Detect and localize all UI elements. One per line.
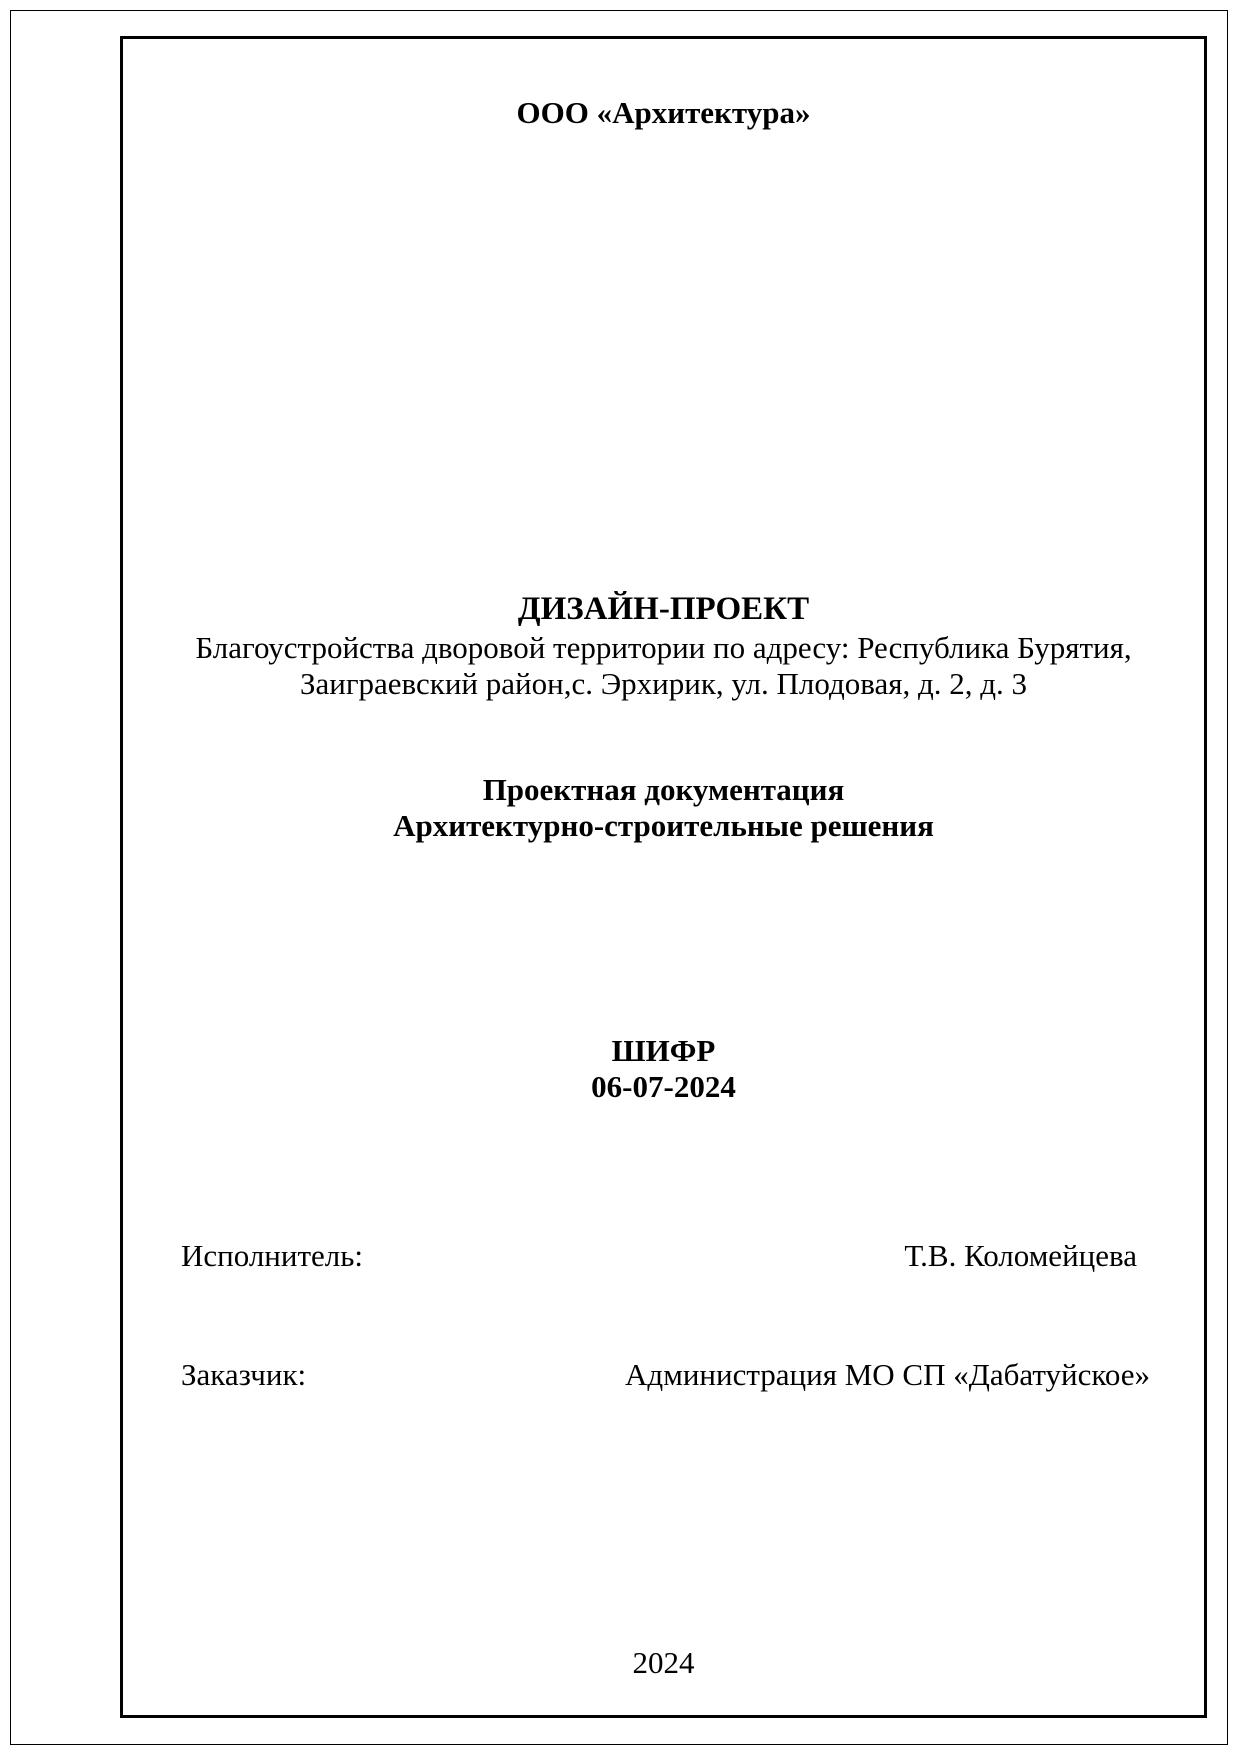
documentation-section-line-1: Проектная документация bbox=[482, 772, 845, 807]
executor-label: Исполнитель: bbox=[181, 1238, 364, 1273]
customer-label: Заказчик: bbox=[181, 1357, 307, 1392]
executor-name: Т.В. Коломейцева bbox=[904, 1238, 1137, 1273]
document-subject-line-1: Благоустройства дворовой территории по адресу: Республика Бурятия, bbox=[195, 630, 1132, 665]
cipher-label: ШИФР bbox=[611, 1033, 716, 1068]
documentation-section-line-2: Архитектурно-строительные решения bbox=[393, 807, 934, 843]
cipher-block bbox=[120, 1033, 1207, 1104]
documentation-section bbox=[120, 772, 1207, 843]
cipher-code: 06-07-2024 bbox=[591, 1068, 736, 1104]
document-year: 2024 bbox=[632, 1645, 695, 1680]
document-type-title: ДИЗАЙН-ПРОЕКТ bbox=[517, 591, 810, 627]
organization-name: ООО «Архитектура» bbox=[516, 95, 811, 130]
document-subject bbox=[120, 630, 1207, 701]
title-page-frame bbox=[120, 36, 1207, 1718]
document-subject-line-2: Заиграевский район,с. Эрхирик, ул. Плодовая, д. 2, д. 3 bbox=[299, 665, 1028, 701]
customer-name: Администрация МО СП «Дабатуйское» bbox=[625, 1357, 1150, 1392]
